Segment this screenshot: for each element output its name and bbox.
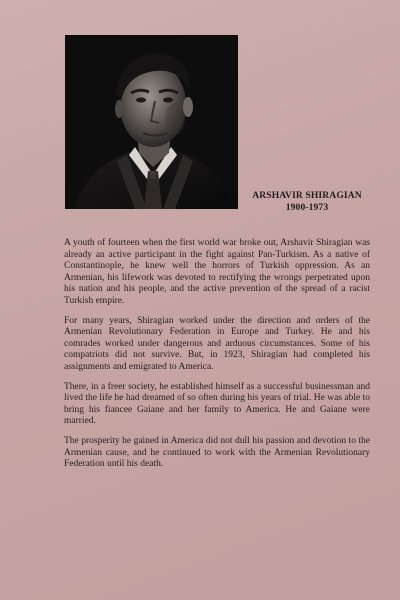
biography-paragraph-4: The prosperity he gained in America did not dull his passion and devotion to the Armenian cause, and he continued to work with the Armenian Revolutionary Federation until his death. [64, 435, 370, 470]
author-life-years: 1900-1973 [285, 202, 329, 213]
biography-paragraph-2: For many years, Shiragian worked under the direction and orders of the Armenian Revolutionary Federation in Europe and Turkey. He and his comrades worked under dangerous and arduous circumstances. Some of his compatriots did not survive. But, in 1923, Shiragian had completed his assignments and emigrated to America. [64, 315, 370, 372]
author-portrait-photo [65, 35, 238, 209]
author-name: ARSHAVIR SHIRAGIAN [252, 190, 362, 201]
biography-paragraph-1: A youth of fourteen when the first world war broke out, Arshavir Shiragian was already an active participant in the fight against Pan-Turkism. As a native of Constantinople, he knew well the horrors of Turkish oppression. As an Armenian, his lifework was devoted to rectifying the wrongs perpetrated upon his nation and his people, and the active prevention of the spread of a racist Turkish empire. [64, 238, 370, 306]
biography-text [64, 238, 370, 471]
author-caption [247, 190, 367, 214]
portrait-image [65, 35, 238, 209]
biography-paragraph-3: There, in a freer society, he established himself as a successful businessman and lived the life he had dreamed of so often during his years of trial. He was able to bring his fiancee Gaiane and her family to America. He and Gaiane were married. [64, 381, 370, 427]
